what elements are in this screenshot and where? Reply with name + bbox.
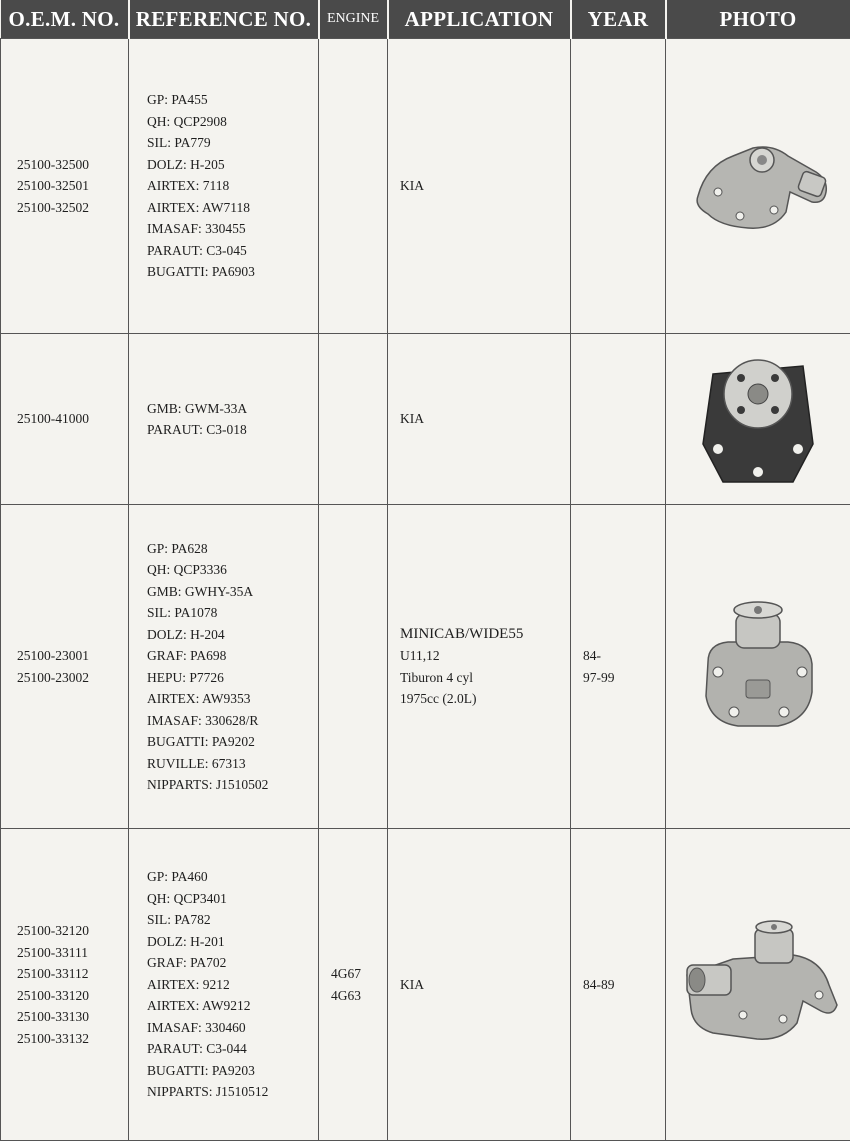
application-text: 1975cc (2.0L) [400, 691, 477, 706]
reference-number: HEPU: P7726 [147, 669, 224, 685]
reference-number: GRAF: PA702 [147, 955, 227, 971]
application-text: KIA [400, 178, 424, 194]
engine-cell [319, 39, 388, 334]
application-cell [388, 829, 571, 1141]
engine-cell [319, 334, 388, 505]
photo-cell [666, 39, 850, 334]
oem-number: 25100-32500 [17, 156, 89, 172]
reference-number: AIRTEX: AW9212 [147, 998, 251, 1014]
reference-number: DOLZ: H-201 [147, 933, 225, 949]
water-pump-with-housing-icon [673, 915, 843, 1055]
oem-number: 25100-41000 [17, 411, 89, 427]
reference-number: AIRTEX: AW7118 [147, 199, 250, 215]
reference-number: PARAUT: C3-018 [147, 422, 247, 437]
reference-number: BUGATTI: PA9203 [147, 1062, 255, 1078]
reference-number: IMASAF: 330628/R [147, 712, 259, 728]
header-engine: ENGINE [319, 0, 388, 39]
reference-number: RUVILLE: 67313 [147, 755, 246, 771]
photo-cell [666, 334, 850, 505]
reference-number: DOLZ: H-205 [147, 156, 225, 172]
application-text: KIA [400, 411, 424, 427]
reference-number: SIL: PA1078 [147, 605, 218, 620]
application-cell [388, 39, 571, 334]
reference-number: NIPPARTS: J1510512 [147, 1084, 269, 1100]
reference-cell [129, 505, 319, 829]
oem-number: 25100-33130 [17, 1009, 89, 1024]
reference-cell [129, 334, 319, 505]
year-cell [571, 829, 666, 1141]
oem-number: 25100-32120 [17, 923, 89, 938]
oem-number: 25100-32501 [17, 178, 89, 194]
application-text: U11,12 [400, 648, 440, 663]
year-cell [571, 39, 666, 334]
header-photo: PHOTO [666, 0, 850, 39]
reference-number: SIL: PA782 [147, 912, 211, 928]
year-cell [571, 334, 666, 505]
oem-cell [1, 39, 129, 334]
reference-number: GP: PA455 [147, 92, 208, 108]
year-text: 84-89 [583, 976, 615, 992]
oem-number: 25100-23002 [17, 669, 89, 685]
reference-number: DOLZ: H-204 [147, 626, 225, 642]
oem-number: 25100-33112 [17, 966, 89, 981]
reference-number: NIPPARTS: J1510502 [147, 777, 269, 792]
photo-cell [666, 505, 850, 829]
header-row [1, 0, 850, 39]
photo-cell [666, 829, 850, 1141]
engine-cell [319, 829, 388, 1141]
header-oem: O.E.M. NO. [1, 0, 129, 39]
reference-number: QH: QCP3401 [147, 890, 227, 906]
table-row [1, 39, 850, 334]
water-pump-flat-plate-icon [683, 344, 833, 494]
reference-number: BUGATTI: PA6903 [147, 264, 255, 280]
reference-number: GP: PA628 [147, 540, 208, 556]
engine-code: 4G63 [331, 987, 361, 1003]
reference-number: AIRTEX: AW9353 [147, 691, 251, 706]
oem-number: 25100-23001 [17, 648, 89, 663]
application-text: Tiburon 4 cyl [400, 669, 474, 685]
table-row [1, 505, 850, 829]
reference-number: PARAUT: C3-044 [147, 1041, 247, 1057]
reference-number: GRAF: PA698 [147, 648, 227, 663]
water-pump-cast-body-icon [678, 592, 838, 742]
reference-number: BUGATTI: PA9202 [147, 734, 255, 749]
reference-number: AIRTEX: 9212 [147, 976, 230, 992]
application-cell [388, 505, 571, 829]
reference-number: QH: QCP2908 [147, 113, 227, 129]
oem-cell [1, 505, 129, 829]
oem-number: 25100-33120 [17, 987, 89, 1003]
reference-number: IMASAF: 330455 [147, 221, 246, 237]
reference-number: SIL: PA779 [147, 135, 211, 151]
reference-number: QH: QCP3336 [147, 562, 227, 577]
oem-cell [1, 829, 129, 1141]
oem-number: 25100-33132 [17, 1030, 89, 1046]
engine-cell [319, 505, 388, 829]
year-text: 97-99 [583, 669, 615, 685]
header-reference: REFERENCE NO. [129, 0, 319, 39]
year-text: 84- [583, 648, 601, 663]
water-pump-with-outlet-pipe-icon [678, 126, 838, 246]
application-text: MINICAB/WIDE55 [400, 625, 524, 642]
reference-number: GMB: GWHY-35A [147, 583, 254, 599]
table-row [1, 334, 850, 505]
application-text: KIA [400, 976, 424, 992]
oem-number: 25100-32502 [17, 199, 89, 215]
oem-number: 25100-33111 [17, 944, 88, 960]
oem-cell [1, 334, 129, 505]
reference-number: GP: PA460 [147, 869, 208, 885]
application-cell [388, 334, 571, 505]
reference-cell [129, 829, 319, 1141]
reference-number: IMASAF: 330460 [147, 1019, 246, 1035]
reference-number: PARAUT: C3-045 [147, 242, 247, 258]
reference-number: AIRTEX: 7118 [147, 178, 230, 194]
reference-number: GMB: GWM-33A [147, 400, 248, 416]
header-year: YEAR [571, 0, 666, 39]
table-row [1, 829, 850, 1141]
engine-code: 4G67 [331, 966, 361, 981]
header-application: APPLICATION [388, 0, 571, 39]
reference-cell [129, 39, 319, 334]
year-cell [571, 505, 666, 829]
